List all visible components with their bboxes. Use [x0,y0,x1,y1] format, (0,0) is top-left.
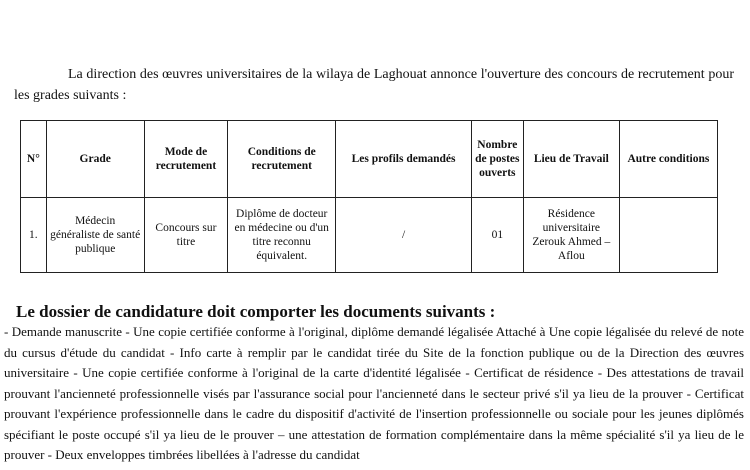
cell-autre [619,198,717,273]
header-autre: Autre conditions [619,121,717,198]
intro-paragraph [14,64,734,106]
header-nombre: Nombre de postes ouverts [471,121,523,198]
cell-no: 1. [21,198,47,273]
header-no: N° [21,121,47,198]
cell-profils: / [336,198,472,273]
cell-lieu: Résidence universitaire Zerouk Ahmed – Aflou [523,198,619,273]
header-profils: Les profils demandés [336,121,472,198]
cell-grade: Médecin généraliste de santé publique [46,198,144,273]
dossier-body: - Demande manuscrite - Une copie certifiée conforme à l'original, diplôme demandé légalisée Attaché à Une copie légalisée du relevé de note du cursus d'étude du candidat - Info carte à remplir par le candidat tirée du Site de la fonction publique ou de la Direction des œuvres universitaire - Une copie certifiée conforme à l'original de la carte d'identité légalisée - Certificat de résidence - Des attestations de travail prouvant l'ancienneté professionnelle visés par l'assurance social pour l'ancienneté dans le secteur privé s'il ya lieu de la prouver - Certificat prouvant l'expérience professionnelle dans le cadre du dispositif d'activité de l'insertion professionnelle ou sociale pour les jeunes diplômés spécifiant le poste occupé s'il ya lieu de le prouver – une attestation de formation complémentaire dans la même spécialité s'il ya lieu de le prouver - Deux enveloppes timbrées libellées à l'adresse du candidat [4,324,744,462]
intro-text: La direction des œuvres universitaires de la wilaya de Laghouat annonce l'ouverture des concours de recrutement pour les grades suivants : [14,67,734,103]
dossier-heading: Le dossier de candidature doit comporter les documents suivants : [16,302,496,321]
table-row [21,198,718,273]
header-mode: Mode de recrutement [144,121,227,198]
cell-nombre: 01 [471,198,523,273]
header-lieu: Lieu de Travail [523,121,619,198]
header-grade: Grade [46,121,144,198]
table-header-row [21,121,718,198]
grades-table [20,120,718,273]
cell-conditions: Diplôme de docteur en médecine ou d'un titre reconnu équivalent. [228,198,336,273]
cell-mode: Concours sur titre [144,198,227,273]
header-conditions: Conditions de recrutement [228,121,336,198]
